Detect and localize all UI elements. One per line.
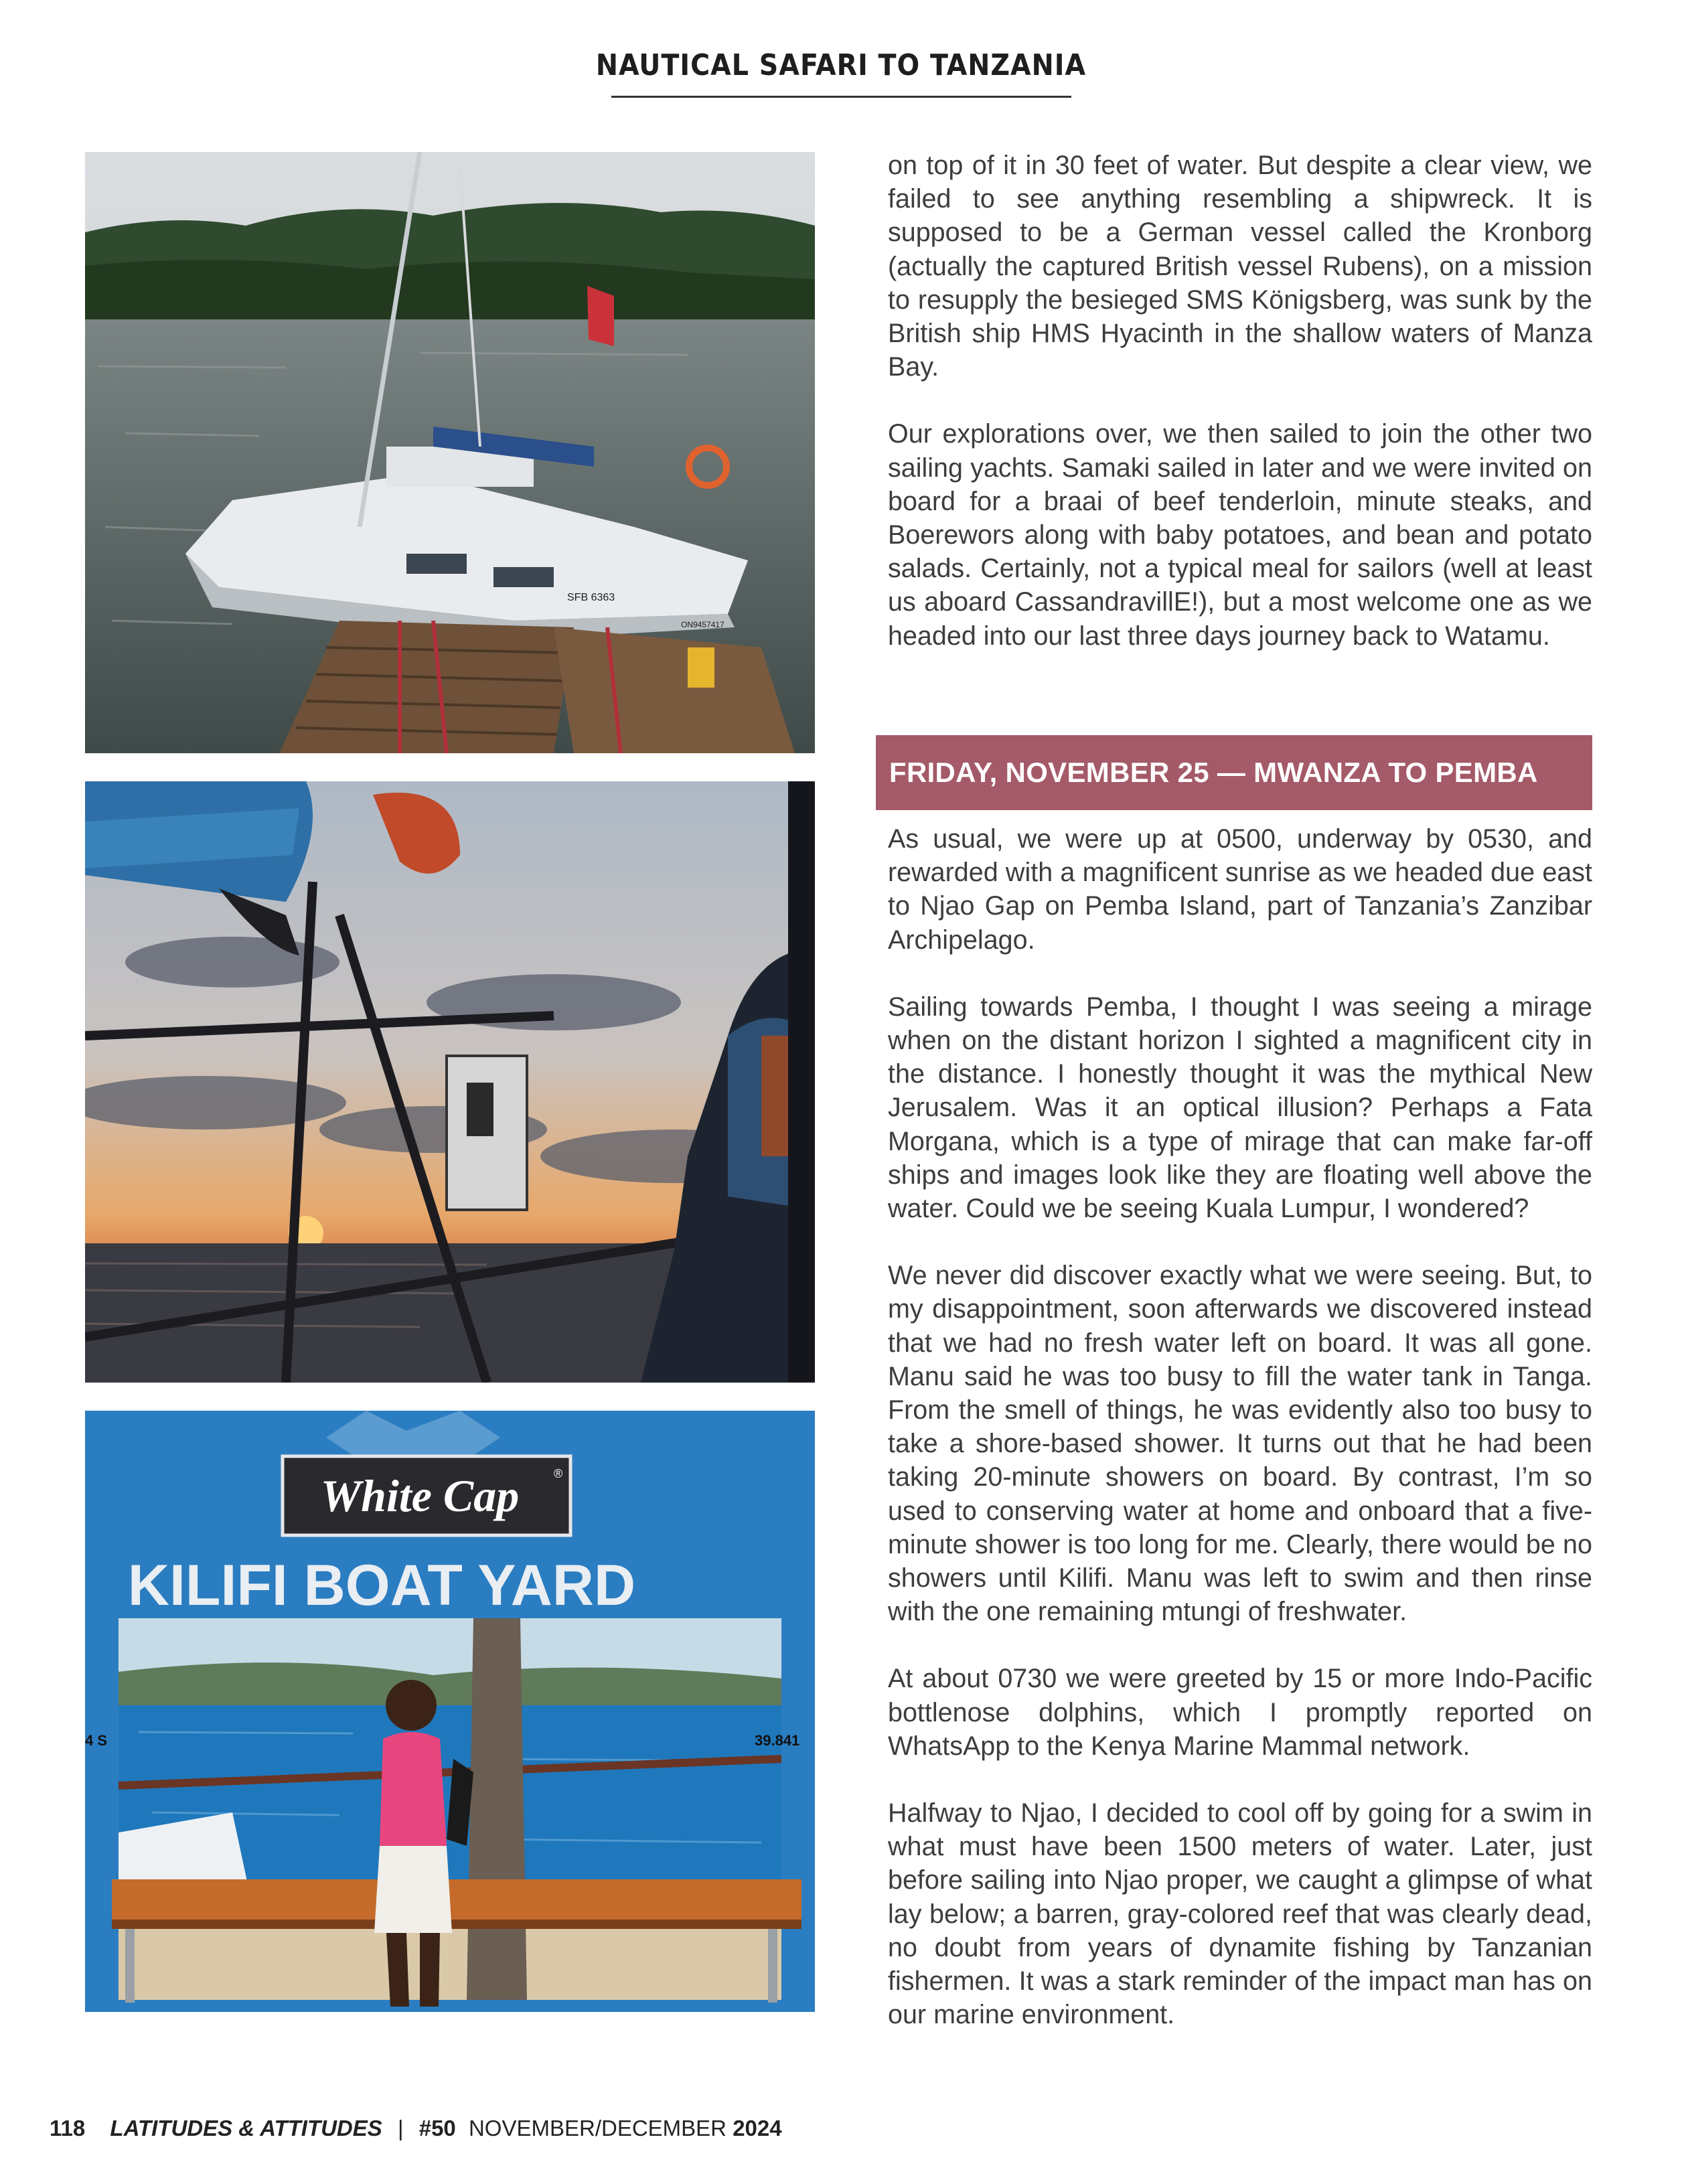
issue-months: NOVEMBER/DECEMBER: [468, 2116, 727, 2140]
hull-name-label: SFB 6363: [567, 592, 615, 603]
header-rule: [611, 96, 1071, 98]
page-footer: [50, 2116, 782, 2141]
photo-kilifi-boat-yard: [85, 1411, 815, 2012]
issue-number: #50: [418, 2116, 456, 2140]
article-paragraph: Our explorations over, we then sailed to join the other two sailing yachts. Samaki sailed in later and we were invited on board for a braai of beef tenderloin, minute steaks, and Boerewors along with baby potatoes, and bean and potato salads. Certainly, not a typical meal for sailors (well at least us aboard CassandravillE!), but a most welcome one as we headed into our last three days journey back to Watamu.: [888, 419, 1592, 651]
footer-separator: |: [397, 2116, 404, 2140]
photo-catamaran-dock: [85, 152, 815, 753]
sign-title: KILIFI BOAT YARD: [127, 1553, 636, 1618]
sign-coordinate-right: 39.841: [755, 1732, 800, 1749]
magazine-name: LATITUDES & ATTITUDES: [110, 2116, 382, 2140]
white-cap-registered-mark: ®: [554, 1467, 563, 1480]
article-paragraph: on top of it in 30 feet of water. But despite a clear view, we failed to see anything resembling a shipwreck. It is supposed to be a German vessel called the Kronborg (actually the captured British vessel Rubens), on a mission to resupply the besieged SMS Königsberg, was sunk by the British ship HMS Hyacinth in the shallow waters of Manza Bay.: [888, 151, 1592, 382]
photo-sunrise-cockpit: [85, 781, 815, 1383]
article-paragraph: Sailing towards Pemba, I thought I was seeing a mirage when on the distant horizon I sighted a magnificent city in the distance. I honestly thought it was the mythical New Jerusalem. Was it an optical illusion? Perhaps a Fata Morgana, which is a type of mirage that can make far-off ships and images look like they are floating well above the water. Could we be seeing Kuala Lumpur, I wondered?: [888, 992, 1592, 1224]
section-heading-bar: [876, 735, 1592, 810]
article-paragraph: Halfway to Njao, I decided to cool off by going for a swim in what must have been 1500 meters of water. Later, just before sailing into Njao proper, we caught a glimpse of what lay below; a barren, gray-colored reef that was clearly dead, no doubt from years of dynamite fishing by Tanzanian fishermen. It was a stark reminder of the impact man has on our marine environment.: [888, 1798, 1592, 2030]
page-number: 118: [50, 2116, 86, 2140]
section-heading: FRIDAY, NOVEMBER 25 — MWANZA TO PEMBA: [889, 757, 1538, 788]
article-paragraph: We never did discover exactly what we were seeing. But, to my disappointment, soon afterwards we discovered instead that we had no fresh water left on board. It was all gone. Manu said he was too busy to fill the water tank in Tanga. From the smell of things, he was evidently also too busy to take a shore-based shower. It turns out that he had been taking 20-minute showers on board. By contrast, I’m so used to conserving water at home and onboard that a five-minute shower is too long for me. Clearly, there would be no showers until Kilifi. Manu was left to swim and then rinse with the one remaining mtungi of freshwater.: [888, 1261, 1592, 1627]
sign-coordinate-left: 4 S: [85, 1732, 108, 1749]
hull-registration-label: ON9457417: [681, 620, 724, 629]
article-section-column: [888, 822, 1592, 2065]
white-cap-logo: White Cap: [320, 1470, 520, 1521]
article-intro-column: [888, 149, 1592, 686]
issue-year: 2024: [733, 2116, 782, 2140]
running-header: NAUTICAL SAFARI TO TANZANIA: [595, 48, 1087, 82]
article-paragraph: At about 0730 we were greeted by 15 or more Indo-Pacific bottlenose dolphins, which I promptly reported on WhatsApp to the Kenya Marine Mammal network.: [888, 1664, 1592, 1761]
article-paragraph: As usual, we were up at 0500, underway by 0530, and rewarded with a magnificent sunrise as we headed due east to Njao Gap on Pemba Island, part of Tanzania’s Zanzibar Archipelago.: [888, 824, 1592, 955]
